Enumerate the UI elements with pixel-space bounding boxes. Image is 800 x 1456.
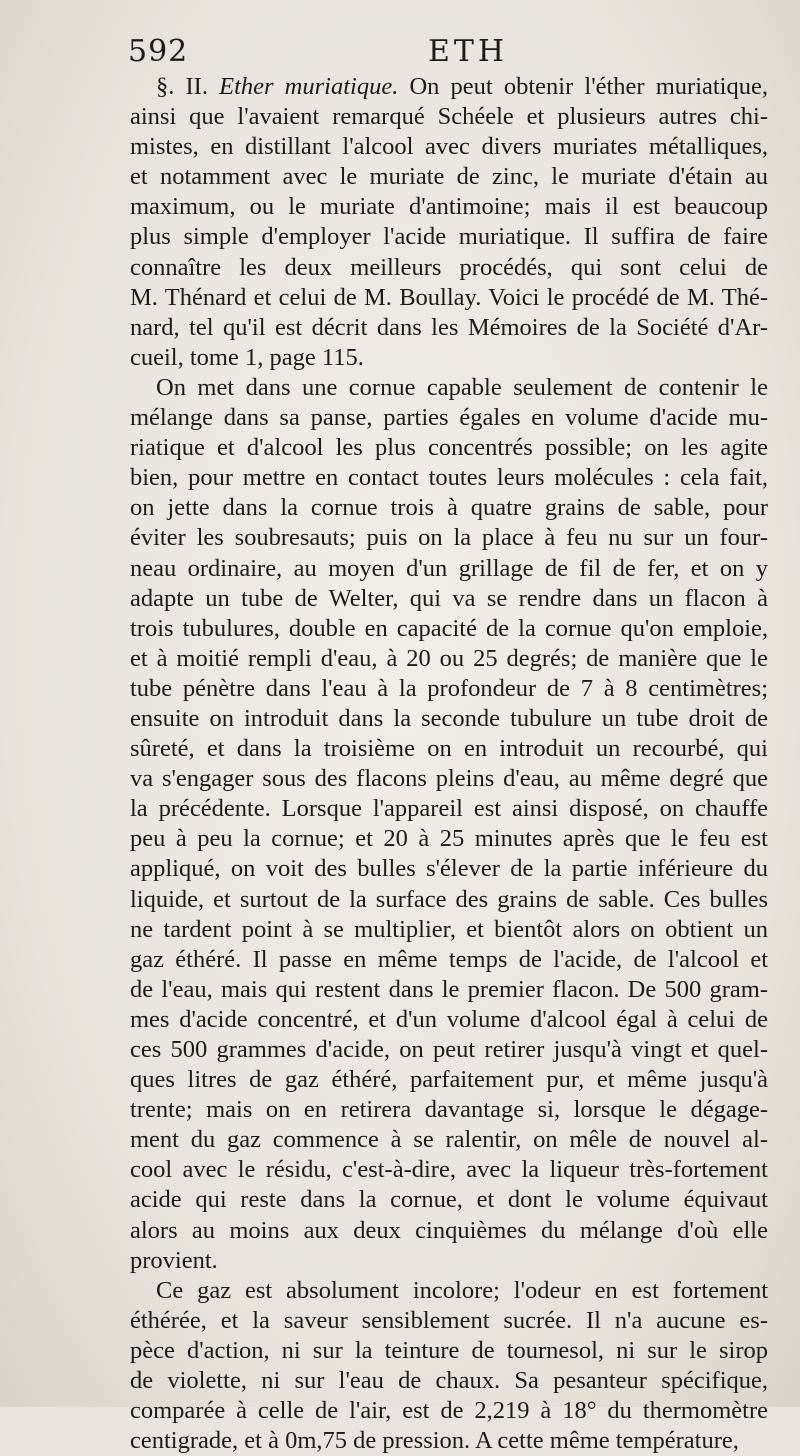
text-line (130, 72, 768, 102)
text-line: et à moitié rempli d'eau, à 20 ou 25 degrés; de manière que le (130, 644, 768, 672)
text-line: mistes, en distillant l'alcool avec divers muriates métalliques, (130, 133, 768, 161)
text-line: acide qui reste dans la cornue, et dont le volume équivaut (130, 1186, 768, 1214)
text-line: peu à peu la cornue; et 20 à 25 minutes après que le feu est (130, 825, 768, 853)
body-text (130, 72, 768, 1456)
text-line: et notamment avec le muriate de zinc, le muriate d'étain au (130, 163, 768, 191)
text-line: neau ordinaire, au moyen d'un grillage de fil de fer, et on y (130, 554, 768, 582)
text-line: provient. (130, 1246, 218, 1274)
text-line: On met dans une cornue capable seulement de contenir le (156, 373, 768, 401)
text-line: trente; mais on en retirera davantage si, lorsque le dégage- (130, 1096, 768, 1124)
text-line: cool avec le résidu, c'est-à-dire, avec la liqueur très-fortement (130, 1156, 768, 1184)
text-line: sûreté, et dans la troisième on en introduit un recourbé, qui (130, 735, 768, 763)
text-line: mélange dans sa panse, parties égales en volume d'acide mu- (130, 404, 768, 432)
text-line: riatique et d'alcool les plus concentrés possible; on les agite (130, 434, 768, 462)
text-line: maximum, ou le muriate d'antimoine; mais il est beaucoup (130, 193, 768, 221)
text-line: trois tubulures, double en capacité de la cornue qu'on emploie, (130, 614, 768, 642)
text-line: éviter les soubresauts; puis on la place à feu nu sur un four- (130, 524, 768, 552)
page-number: 592 (128, 34, 189, 69)
running-head: ETH (428, 34, 509, 69)
text-line: éthérée, et la saveur sensiblement sucrée. Il n'a aucune es- (130, 1306, 768, 1334)
text-line: adapte un tube de Welter, qui va se rendre dans un flacon à (130, 584, 768, 612)
paragraph-proprietes-gaz (130, 1276, 768, 1456)
page-header (128, 34, 760, 74)
text-line: on jette dans la cornue trois à quatre grains de sable, pour (130, 494, 768, 522)
paragraph-procede-thenard (130, 373, 768, 1276)
section-label: §. II. (156, 73, 208, 100)
text-line: alors au moins aux deux cinquièmes du mélange d'où elle (130, 1216, 768, 1244)
text-line: de violette, ni sur l'eau de chaux. Sa pesanteur spécifique, (130, 1367, 768, 1395)
text-line: ment du gaz commence à se ralentir, on mêle de nouvel al- (130, 1126, 768, 1154)
text-line: Ce gaz est absolument incolore; l'odeur en est fortement (156, 1276, 768, 1304)
text-line: cueil, tome 1, page 115. (130, 343, 364, 371)
text-line: ques litres de gaz éthéré, parfaitement pur, et même jusqu'à (130, 1066, 768, 1094)
text-line: la précédente. Lorsque l'appareil est ainsi disposé, on chauffe (130, 795, 768, 823)
text-line: centigrade, et à 0m,75 de pression. A cette même température, (130, 1427, 739, 1455)
text-line: ces 500 grammes d'acide, on peut retirer jusqu'à vingt et quel- (130, 1036, 768, 1063)
text-line: pèce d'action, ni sur la teinture de tournesol, ni sur le sirop (130, 1336, 768, 1364)
text-line: mes d'acide concentré, et d'un volume d'alcool égal à celui de (130, 1005, 768, 1033)
text-line: bien, pour mettre en contact toutes leurs molécules : cela fait, (130, 464, 768, 492)
text-line: appliqué, on voit des bulles s'élever de la partie inférieure du (130, 855, 768, 883)
text-line: nard, tel qu'il est décrit dans les Mémoires de la Société d'Ar- (130, 313, 768, 341)
text-line: comparée à celle de l'air, est de 2,219 à 18° du thermomètre (130, 1397, 768, 1425)
paragraph-ether-muriatique (130, 72, 768, 373)
text-line: M. Thénard et celui de M. Boullay. Voici le procédé de M. Thé- (130, 283, 768, 311)
text-line: va s'engager sous des flacons pleins d'eau, au même degré que (130, 765, 768, 793)
text-line: ensuite on introduit dans la seconde tubulure un tube droit de (130, 704, 768, 732)
text-line-rest: On peut obtenir l'éther muriatique, (409, 73, 768, 100)
text-line: liquide, et surtout de la surface des grains de sable. Ces bulles (130, 885, 768, 913)
text-line: plus simple d'employer l'acide muriatique. Il suffira de faire (130, 223, 768, 251)
text-line: ne tardent point à se multiplier, et bientôt alors on obtient un (130, 915, 768, 943)
text-line: gaz éthéré. Il passe en même temps de l'acide, de l'alcool et (130, 945, 768, 973)
text-line: ainsi que l'avaient remarqué Schéele et plusieurs autres chi- (130, 103, 768, 131)
section-title: Ether muriatique. (219, 73, 399, 100)
text-line: de l'eau, mais qui restent dans le premier flacon. De 500 gram- (130, 975, 768, 1003)
text-line: tube pénètre dans l'eau à la profondeur de 7 à 8 centimètres; (130, 674, 768, 702)
text-line: connaître les deux meilleurs procédés, qui sont celui de (130, 253, 768, 281)
